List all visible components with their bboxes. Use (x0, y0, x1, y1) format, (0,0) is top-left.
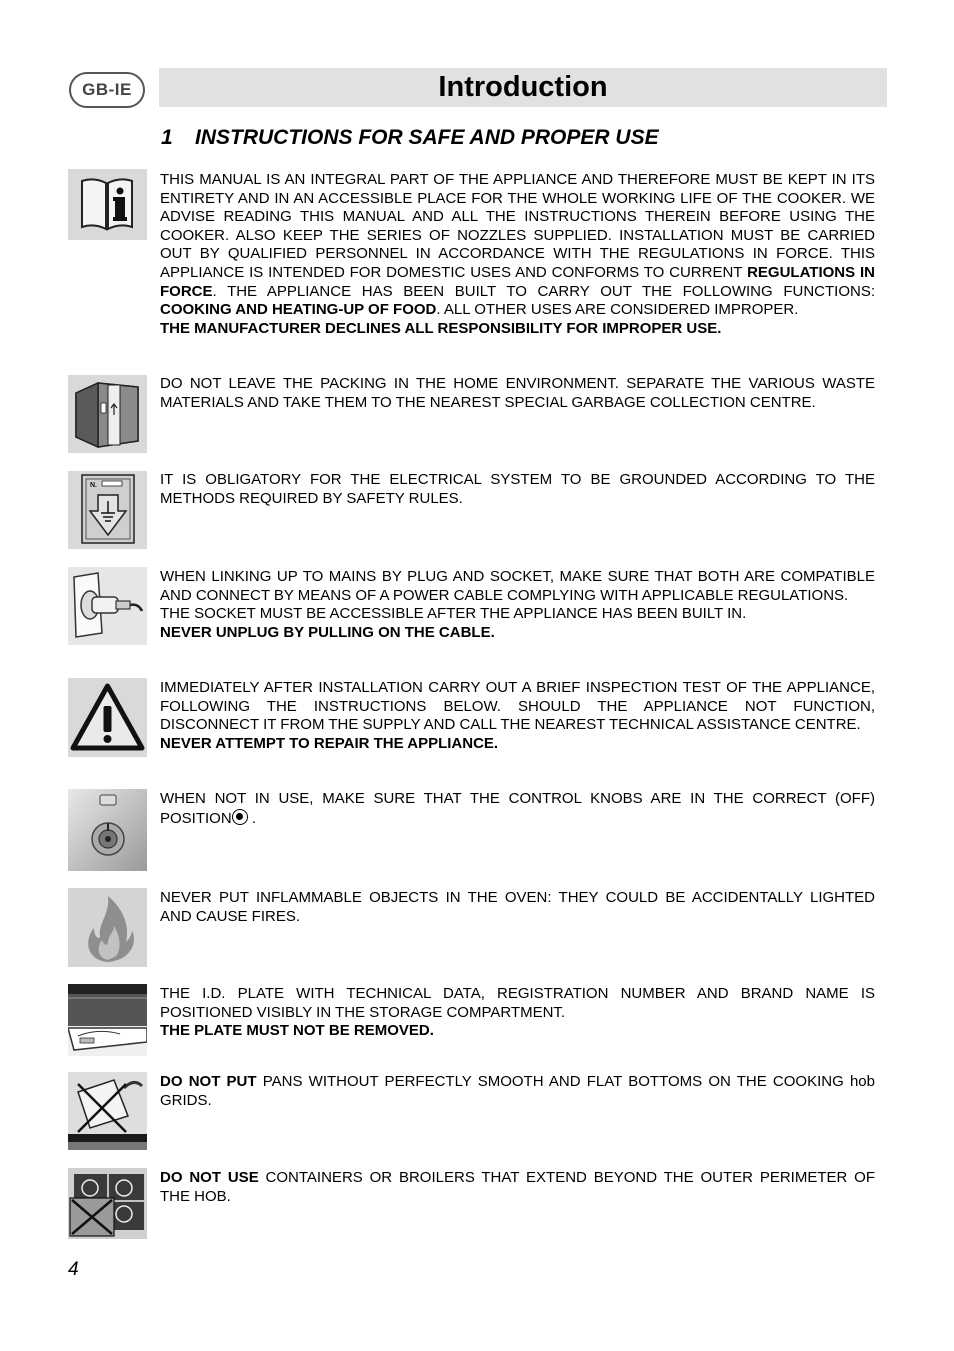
hob-paragraph (160, 1169, 875, 1206)
plug-text-2: THE SOCKET MUST BE ACCESSIBLE AFTER THE APPLIANCE HAS BEEN BUILT IN. (160, 605, 747, 623)
knob-text: WHEN NOT IN USE, MAKE SURE THAT THE CONTROL KNOBS ARE IN THE CORRECT (OFF) POSITION (160, 790, 875, 827)
plug-paragraph (160, 568, 875, 642)
packing-paragraph (160, 375, 875, 412)
flame-text: NEVER PUT INFLAMMABLE OBJECTS IN THE OVEN: THEY COULD BE ACCIDENTALLY LIGHTED AND CAUSE FIRES. (160, 889, 875, 925)
flame-icon (68, 888, 147, 967)
storage-compartment-icon (68, 984, 147, 1056)
manual-text-functions: COOKING AND HEATING-UP OF FOOD (160, 301, 437, 319)
manual-text-1: THIS MANUAL IS AN INTEGRAL PART OF THE APPLIANCE AND THEREFORE MUST BE KEPT IN ITS ENTIRETY AND IN AN ACCESSIBLE PLACE FOR THE WHOLE WORKING LIFE OF THE COOKER. WE ADVISE READING THIS MANUAL AND ALL THE INSTRUCTIONS THEREIN BEFORE USING THE COOKER. ALSO KEEP THE SERIES OF NOZZLES SUPPLIED. INSTALLATION MUST BE CARRIED OUT BY QUALIFIED PERSONNEL IN ACCORDANCE WITH THE REGULATIONS IN FORCE. THIS APPLIANCE IS INTENDED FOR DOMESTIC USES AND CONFORMS TO CURRENT (160, 171, 875, 281)
packing-text: DO NOT LEAVE THE PACKING IN THE HOME ENVIRONMENT. SEPARATE THE VARIOUS WASTE MATERIALS AND TAKE THEM TO THE NEAREST SPECIAL GARBAGE COLLECTION CENTRE. (160, 375, 875, 411)
knob-paragraph (160, 790, 875, 828)
control-knob-icon (68, 789, 147, 871)
plug-socket-icon (68, 567, 147, 645)
hob-text: CONTAINERS OR BROILERS THAT EXTEND BEYOND THE OUTER PERIMETER OF THE HOB. (160, 1169, 876, 1205)
plug-text-1: WHEN LINKING UP TO MAINS BY PLUG AND SOCKET, MAKE SURE THAT BOTH ARE COMPATIBLE AND CONNECT BY MEANS OF A POWER CABLE COMPLYING WITH APPLICABLE REGULATIONS. (160, 568, 875, 604)
section-title: INSTRUCTIONS FOR SAFE AND PROPER USE (195, 126, 659, 149)
idplate-paragraph (160, 985, 875, 1041)
manual-text-regulations: REGULATIONS IN FORCE (160, 263, 875, 300)
idplate-text: THE I.D. PLATE WITH TECHNICAL DATA, REGISTRATION NUMBER AND BRAND NAME IS POSITIONED VISIBLY IN THE STORAGE COMPARTMENT. (160, 985, 875, 1021)
pan-warning-lead: DO NOT PUT (160, 1073, 257, 1090)
crossed-pan-icon (68, 1072, 147, 1150)
earth-text: IT IS OBLIGATORY FOR THE ELECTRICAL SYSTEM TO BE GROUNDED ACCORDING TO THE METHODS REQUIRED BY SAFETY RULES. (160, 471, 875, 507)
packing-box-icon (68, 375, 147, 453)
manual-paragraph (160, 171, 875, 338)
knob-text-end: . (247, 809, 257, 827)
earth-paragraph (160, 471, 875, 508)
flame-paragraph (160, 889, 875, 926)
language-badge (69, 72, 145, 108)
crossed-hob-container-icon (68, 1168, 147, 1239)
manual-text-2: . THE APPLIANCE HAS BEEN BUILT TO CARRY OUT THE FOLLOWING FUNCTIONS: (212, 282, 875, 300)
ground-earth-icon (68, 471, 147, 549)
page-title-bar (159, 68, 887, 107)
hob-warning-lead: DO NOT USE (160, 1169, 259, 1186)
plug-warning: NEVER UNPLUG BY PULLING ON THE CABLE. (160, 623, 495, 641)
inspection-text: IMMEDIATELY AFTER INSTALLATION CARRY OUT A BRIEF INSPECTION TEST OF THE APPLIANCE, FOLLOWING THE INSTRUCTIONS BELOW. SHOULD THE APPLIANCE NOT FUNCTION, DISCONNECT IT FROM THE SUPPLY AND CALL THE NEAREST TECHNICAL ASSISTANCE CENTRE. (160, 679, 875, 734)
inspection-warning: NEVER ATTEMPT TO REPAIR THE APPLIANCE. (160, 734, 499, 752)
language-badge-label: GB-IE (82, 80, 132, 99)
section-number: 1 (161, 126, 173, 149)
page-number: 4 (68, 1259, 79, 1280)
idplate-warning: THE PLATE MUST NOT BE REMOVED. (160, 1022, 434, 1040)
manual-disclaimer: THE MANUFACTURER DECLINES ALL RESPONSIBILITY FOR IMPROPER USE. (160, 319, 722, 337)
manual-text-3: . ALL OTHER USES ARE CONSIDERED IMPROPER. (436, 301, 799, 319)
pan-paragraph (160, 1073, 875, 1110)
off-position-icon (232, 809, 248, 825)
inspection-paragraph (160, 679, 875, 753)
pan-text: PANS WITHOUT PERFECTLY SMOOTH AND FLAT BOTTOMS ON THE COOKING hob GRIDS. (160, 1073, 875, 1109)
earth-icon-label: N. (90, 482, 97, 489)
manual-info-icon (68, 169, 147, 240)
page-title: Introduction (438, 71, 608, 103)
section-heading (161, 126, 659, 150)
warning-triangle-icon (68, 678, 147, 757)
